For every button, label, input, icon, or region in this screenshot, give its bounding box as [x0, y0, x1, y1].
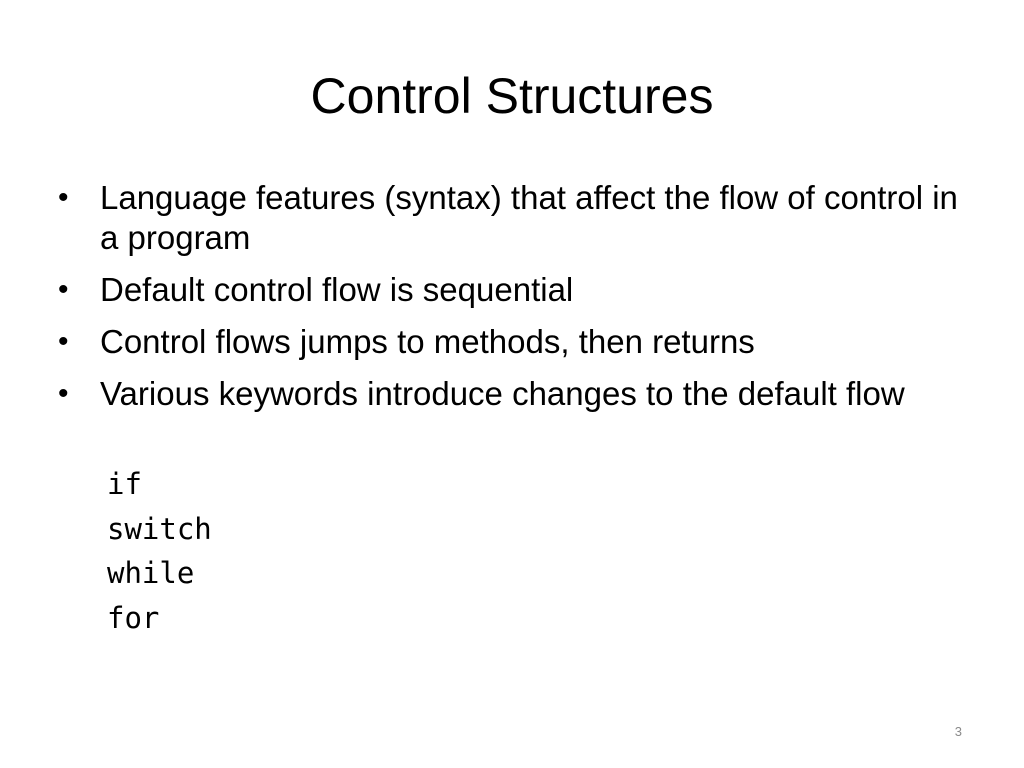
bullet-text: Various keywords introduce changes to the default flow: [100, 375, 905, 412]
bullet-glyph: •: [58, 325, 69, 358]
slide-title: Control Structures: [310, 68, 714, 124]
bullet-glyph: •: [58, 273, 69, 306]
keyword-item: for: [107, 600, 160, 635]
bullet-item: [58, 374, 978, 414]
bullet-glyph: •: [58, 181, 69, 214]
bullet-text: Default control flow is sequential: [100, 271, 574, 308]
bullet-text: Control flows jumps to methods, then returns: [100, 323, 755, 360]
bullet-item: [58, 270, 978, 310]
bullet-list: [58, 178, 978, 426]
keyword-list: [107, 462, 212, 640]
bullet-glyph: •: [58, 377, 69, 410]
bullet-item: [58, 322, 978, 362]
slide-number: 3: [954, 724, 962, 739]
keyword-item: while: [107, 556, 195, 590]
keyword-item: if: [107, 467, 142, 501]
bullet-text: Language features (syntax) that affect the flow of control in a program: [100, 179, 958, 256]
bullet-item: [58, 178, 978, 258]
keyword-item: switch: [107, 511, 212, 546]
